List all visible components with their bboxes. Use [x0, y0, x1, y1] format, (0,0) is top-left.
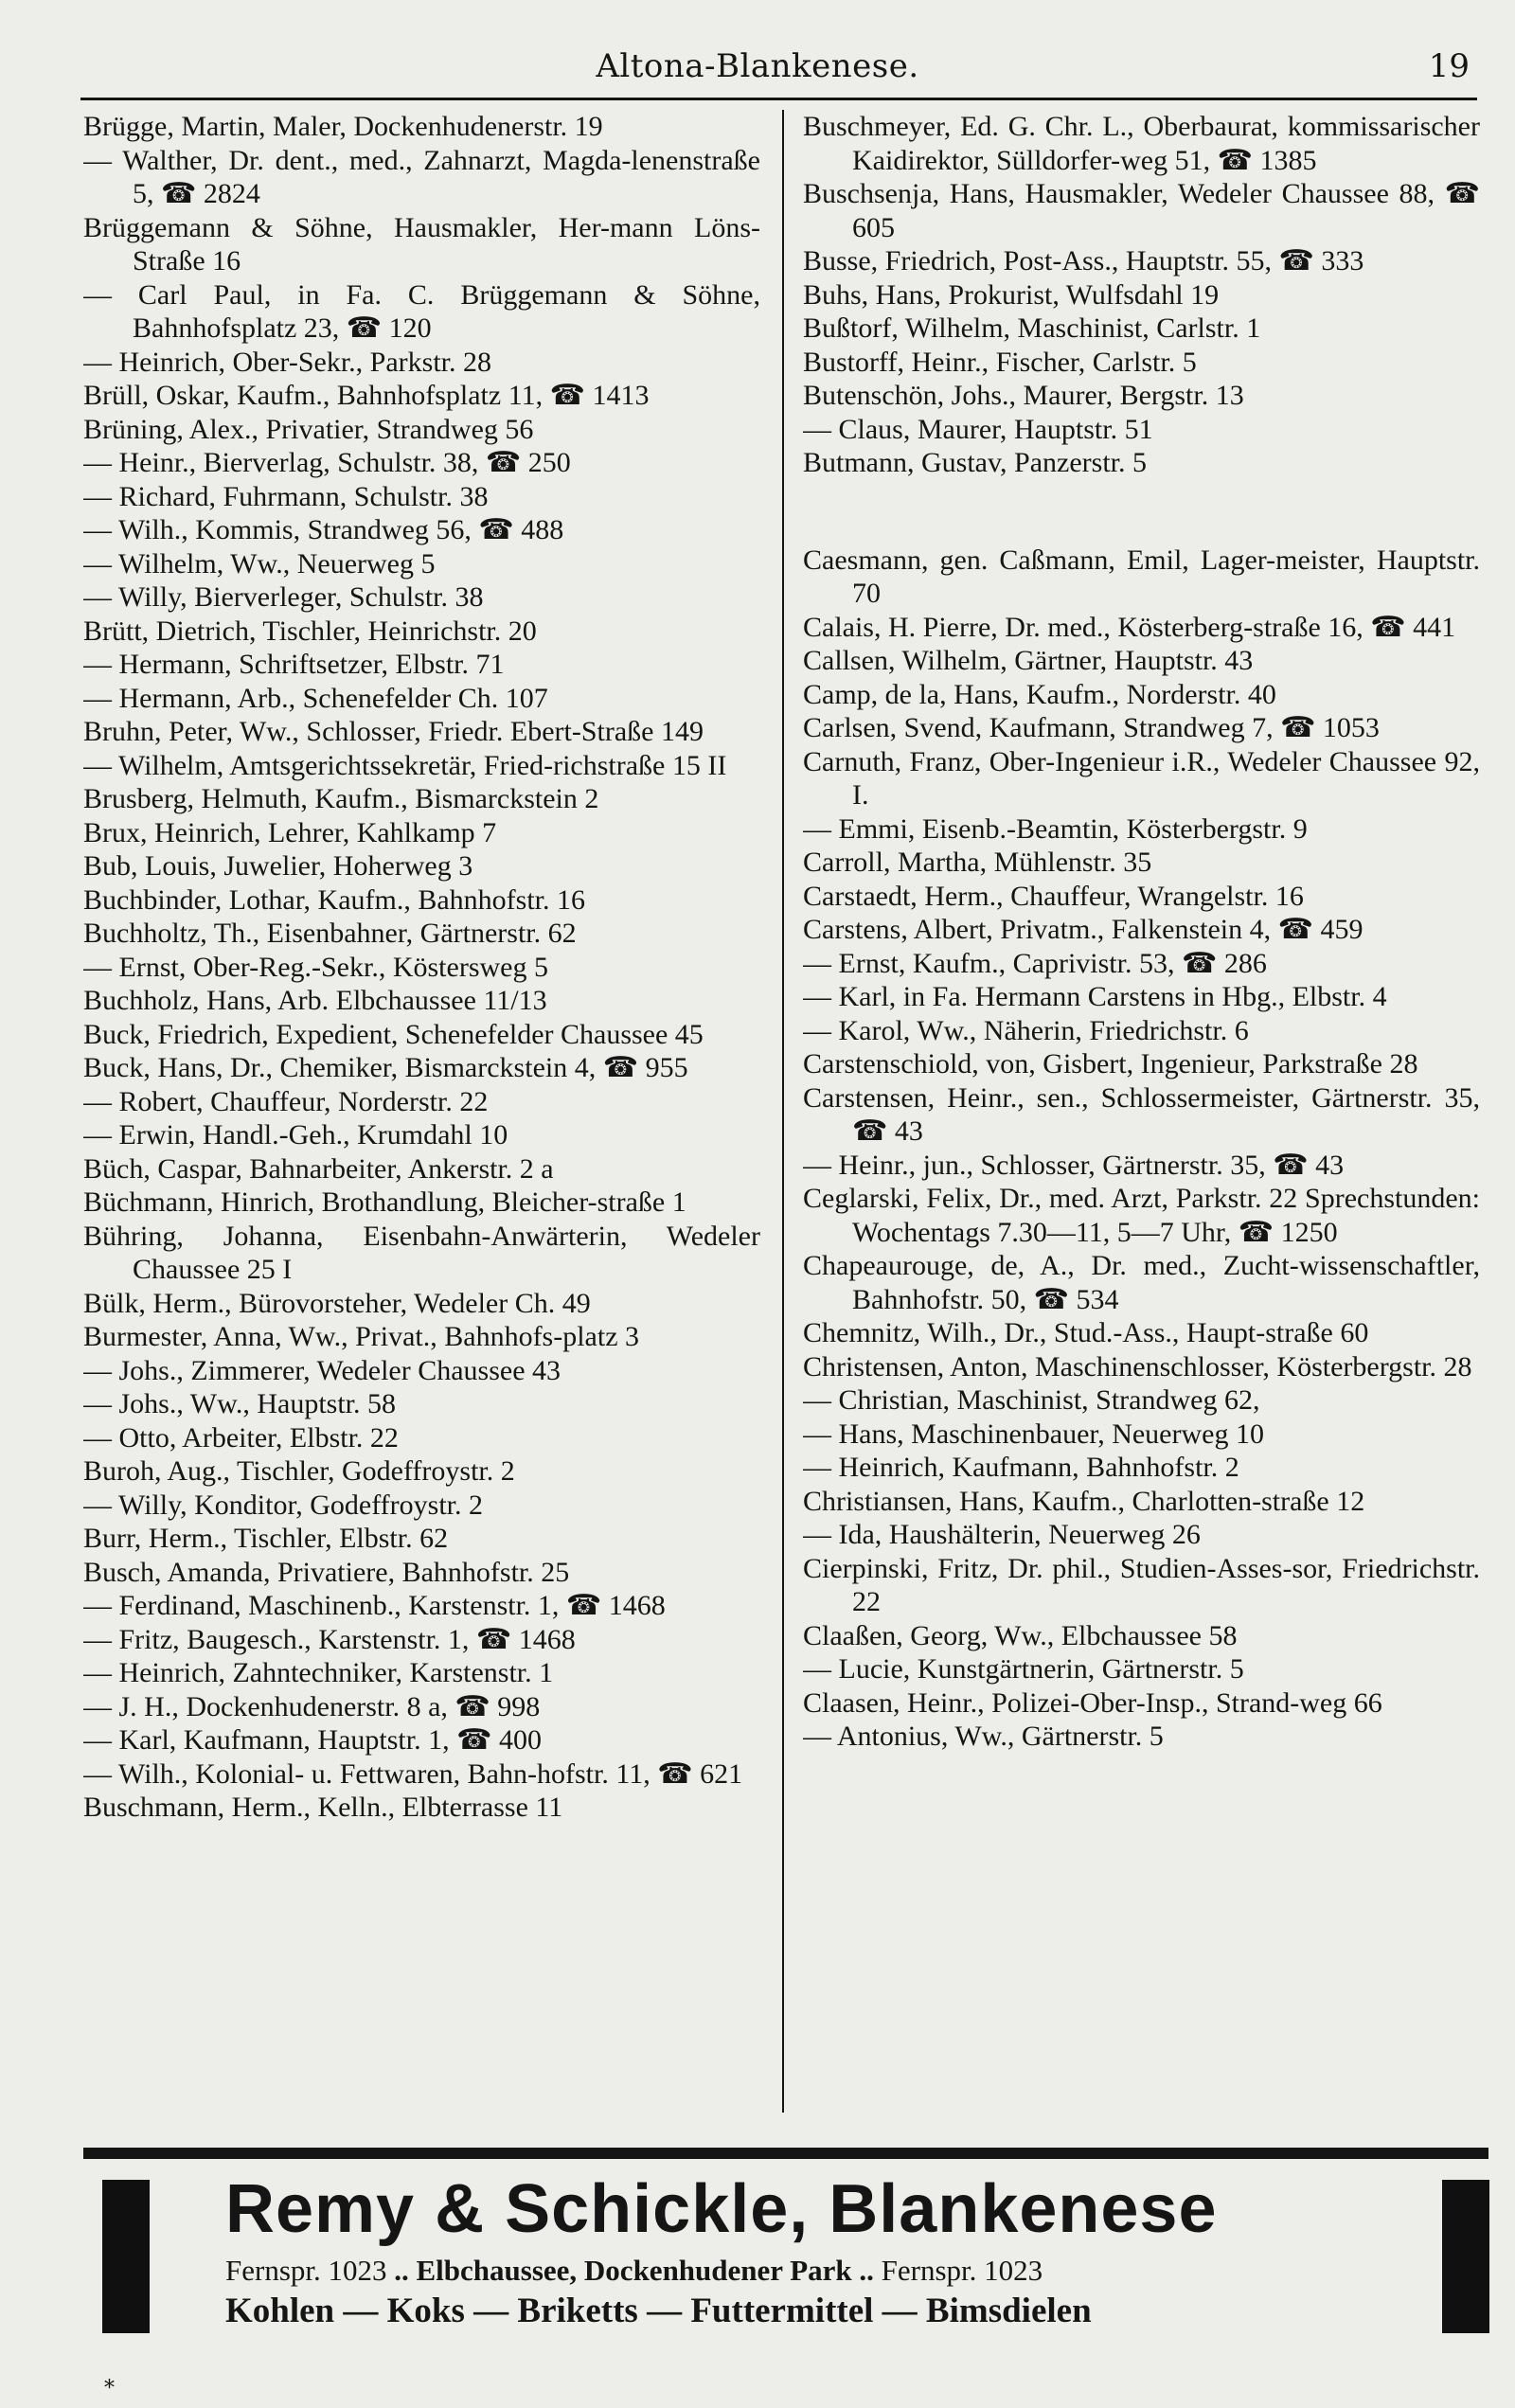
directory-entry: — Antonius, Ww., Gärtnerstr. 5: [803, 1721, 1164, 1752]
directory-entry: Carstensen, Heinr., sen., Schlossermeister, Gärtnerstr. 35, ☎ 43: [803, 1081, 1480, 1147]
directory-entry: — Otto, Arbeiter, Elbstr. 22: [83, 1421, 399, 1454]
directory-entry: Brüll, Oskar, Kaufm., Bahnhofsplatz 11, ☎ 1413: [83, 380, 650, 411]
ad-products: Kohlen — Koks — Briketts — Futtermittel — Bimsdielen: [225, 2292, 1092, 2330]
directory-entry: — Ernst, Kaufm., Caprivistr. 53, ☎ 286: [803, 947, 1267, 979]
page-number: 19: [1428, 47, 1470, 85]
directory-entry: Bühring, Johanna, Eisenbahn-Anwärterin, Wedeler Chaussee 25 I: [83, 1220, 760, 1285]
directory-entry: Buschsenja, Hans, Hausmakler, Wedeler Chaussee 88, ☎ 605: [803, 178, 1480, 243]
directory-entry: Carroll, Martha, Mühlenstr. 35: [803, 847, 1152, 878]
directory-entry: — Carl Paul, in Fa. C. Brüggemann & Söhne, Bahnhofsplatz 23, ☎ 120: [83, 278, 760, 344]
directory-entry: — Fritz, Baugesch., Karstenstr. 1, ☎ 1468: [83, 1623, 576, 1655]
ad-phone-right: Fernspr. 1023: [881, 2254, 1043, 2287]
ad-block-right: [1442, 2180, 1489, 2333]
ad-company-name: Remy & Schickle, Blankenese: [225, 2171, 1218, 2247]
directory-entry: — Claus, Maurer, Hauptstr. 51: [803, 413, 1153, 445]
directory-entry: Carstens, Albert, Privatm., Falkenstein 4, ☎ 459: [803, 914, 1364, 945]
directory-entry: — Wilhelm, Amtsgerichtssekretär, Fried-richstraße 15 II: [83, 749, 727, 781]
directory-entry: — Robert, Chauffeur, Norderstr. 22: [83, 1085, 489, 1117]
directory-entry: Ceglarski, Felix, Dr., med. Arzt, Parkstr. 22 Sprechstunden: Wochentags 7.30—11, 5—7 Uhr, ☎ 1250: [803, 1183, 1480, 1248]
directory-entry: — Karl, Kaufmann, Hauptstr. 1, ☎ 400: [83, 1724, 542, 1756]
directory-entry: — Erwin, Handl.-Geh., Krumdahl 10: [83, 1119, 508, 1150]
directory-entry: — Emmi, Eisenb.-Beamtin, Kösterbergstr. 9: [803, 812, 1308, 845]
section-gap: [803, 495, 1480, 528]
directory-entry: — Wilh., Kolonial- u. Fettwaren, Bahn-hofstr. 11, ☎ 621: [83, 1757, 743, 1790]
directory-entry: Bub, Louis, Juwelier, Hoherweg 3: [83, 850, 473, 882]
directory-entry: — J. H., Dockenhudenerstr. 8 a, ☎ 998: [83, 1690, 541, 1722]
directory-entry: Chemnitz, Wilh., Dr., Stud.-Ass., Haupt-straße 60: [803, 1317, 1369, 1348]
directory-entry: Buschmann, Herm., Kelln., Elbterrasse 11: [83, 1792, 563, 1823]
directory-entry: Bülk, Herm., Bürovorsteher, Wedeler Ch. 49: [83, 1287, 591, 1319]
directory-entry: Burr, Herm., Tischler, Elbstr. 62: [83, 1523, 449, 1554]
directory-entry: Chapeaurouge, de, A., Dr. med., Zucht-wissenschaftler, Bahnhofstr. 50, ☎ 534: [803, 1250, 1480, 1315]
directory-entry: — Lucie, Kunstgärtnerin, Gärtnerstr. 5: [803, 1653, 1244, 1685]
directory-entry: Butenschön, Johs., Maurer, Bergstr. 13: [803, 380, 1244, 411]
directory-entry: — Johs., Zimmerer, Wedeler Chaussee 43: [83, 1354, 561, 1386]
ad-phone-left: Fernspr. 1023: [225, 2254, 387, 2287]
ad-block-left: [102, 2180, 150, 2333]
left-column: [83, 110, 760, 2114]
directory-entry: — Hans, Maschinenbauer, Neuerweg 10: [803, 1418, 1264, 1450]
header-rule: [80, 98, 1477, 100]
directory-entry: — Hermann, Arb., Schenefelder Ch. 107: [83, 682, 548, 714]
directory-entry: Carstenschiold, von, Gisbert, Ingenieur, Parkstraße 28: [803, 1048, 1418, 1079]
directory-entry: Bruhn, Peter, Ww., Schlosser, Friedr. Ebert-Straße 149: [83, 716, 704, 747]
directory-entry: Butmann, Gustav, Panzerstr. 5: [803, 447, 1148, 478]
directory-entry: — Willy, Bierverleger, Schulstr. 38: [83, 581, 484, 613]
directory-entry: Buck, Friedrich, Expedient, Schenefelder Chaussee 45: [83, 1018, 704, 1050]
directory-entry: — Heinrich, Kaufmann, Bahnhofstr. 2: [803, 1452, 1239, 1483]
directory-entry: — Karl, in Fa. Hermann Carstens in Hbg., Elbstr. 4: [803, 981, 1387, 1012]
ad-contact-line: [225, 2252, 1362, 2290]
directory-entry: Buschmeyer, Ed. G. Chr. L., Oberbaurat, kommissarischer Kaidirektor, Sülldorfer-weg 51, ☎ 1385: [803, 111, 1480, 176]
directory-entry: Carnuth, Franz, Ober-Ingenieur i.R., Wedeler Chaussee 92, I.: [803, 745, 1480, 811]
page-header-title: Altona-Blankenese.: [596, 47, 919, 85]
directory-entry: Camp, de la, Hans, Kaufm., Norderstr. 40: [803, 678, 1276, 710]
directory-entry: — Ernst, Ober-Reg.-Sekr., Köstersweg 5: [83, 951, 548, 983]
directory-entry: Buhs, Hans, Prokurist, Wulfsdahl 19: [803, 278, 1220, 311]
directory-entry: — Hermann, Schriftsetzer, Elbstr. 71: [83, 649, 505, 680]
directory-entry: Claaßen, Georg, Ww., Elbchaussee 58: [803, 1619, 1238, 1651]
directory-entry: Buchholz, Hans, Arb. Elbchaussee 11/13: [83, 985, 547, 1016]
directory-entry: Brüggemann & Söhne, Hausmakler, Her-mann Löns-Straße 16: [83, 211, 760, 276]
directory-entry: Brusberg, Helmuth, Kaufm., Bismarckstein 2: [83, 783, 599, 814]
directory-entry: Calais, H. Pierre, Dr. med., Kösterberg-straße 16, ☎ 441: [803, 611, 1456, 643]
directory-entry: Büchmann, Hinrich, Brothandlung, Bleicher-straße 1: [83, 1186, 686, 1218]
directory-entry: Busse, Friedrich, Post-Ass., Hauptstr. 55, ☎ 333: [803, 245, 1364, 276]
ad-separator-right: ..: [859, 2254, 874, 2287]
directory-entry: — Wilhelm, Ww., Neuerweg 5: [83, 547, 436, 580]
directory-entry: — Karol, Ww., Näherin, Friedrichstr. 6: [803, 1014, 1249, 1046]
directory-entry: Bußtorf, Wilhelm, Maschinist, Carlstr. 1: [803, 312, 1261, 344]
column-divider: [782, 110, 784, 2113]
directory-entry: Brüning, Alex., Privatier, Strandweg 56: [83, 413, 534, 445]
directory-entry: Buroh, Aug., Tischler, Godeffroystr. 2: [83, 1455, 515, 1487]
directory-entry: — Walther, Dr. dent., med., Zahnarzt, Magda-lenenstraße 5, ☎ 2824: [83, 144, 760, 209]
directory-entry: Busch, Amanda, Privatiere, Bahnhofstr. 25: [83, 1556, 570, 1588]
directory-entry: Bustorff, Heinr., Fischer, Carlstr. 5: [803, 346, 1197, 378]
directory-entry: — Johs., Ww., Hauptstr. 58: [83, 1388, 396, 1419]
directory-entry: Brux, Heinrich, Lehrer, Kahlkamp 7: [83, 816, 497, 848]
advertisement-rule: [83, 2148, 1488, 2159]
directory-entry: Buchholtz, Th., Eisenbahner, Gärtnerstr. 62: [83, 918, 577, 949]
directory-entry: — Wilh., Kommis, Strandweg 56, ☎ 488: [83, 514, 564, 545]
advertisement: [102, 2168, 1489, 2337]
directory-entry: Claasen, Heinr., Polizei-Ober-Insp., Strand-weg 66: [803, 1686, 1382, 1719]
ad-separator-left: ..: [394, 2254, 409, 2287]
right-column: [803, 110, 1480, 2114]
directory-entry: Carlsen, Svend, Kaufmann, Strandweg 7, ☎ 1053: [803, 712, 1380, 743]
directory-entry: Caesmann, gen. Caßmann, Emil, Lager-meister, Hauptstr. 70: [803, 544, 1480, 609]
directory-entry: Carstaedt, Herm., Chauffeur, Wrangelstr. 16: [803, 880, 1304, 912]
directory-entry: — Richard, Fuhrmann, Schulstr. 38: [83, 480, 489, 512]
directory-entry: Brütt, Dietrich, Tischler, Heinrichstr. 20: [83, 615, 537, 647]
directory-entry: Christensen, Anton, Maschinenschlosser, Kösterbergstr. 28: [803, 1350, 1472, 1382]
directory-entry: — Ferdinand, Maschinenb., Karstenstr. 1, ☎ 1468: [83, 1590, 666, 1621]
directory-entry: Callsen, Wilhelm, Gärtner, Hauptstr. 43: [803, 645, 1254, 676]
directory-entry: Christiansen, Hans, Kaufm., Charlotten-straße 12: [803, 1485, 1365, 1517]
directory-entry: — Heinr., jun., Schlosser, Gärtnerstr. 35, ☎ 43: [803, 1149, 1345, 1181]
directory-entry: — Heinrich, Zahntechniker, Karstenstr. 1: [83, 1657, 554, 1688]
directory-entry: — Heinr., Bierverlag, Schulstr. 38, ☎ 250: [83, 447, 571, 478]
footnote-mark: *: [104, 2377, 115, 2400]
directory-entry: — Christian, Maschinist, Strandweg 62,: [803, 1384, 1260, 1416]
directory-entry: — Ida, Haushälterin, Neuerweg 26: [803, 1519, 1201, 1550]
directory-entry: Burmester, Anna, Ww., Privat., Bahnhofs-platz 3: [83, 1321, 640, 1352]
directory-entry: Buchbinder, Lothar, Kaufm., Bahnhofstr. 16: [83, 883, 585, 916]
directory-entry: Brügge, Martin, Maler, Dockenhudenerstr. 19: [83, 111, 603, 142]
directory-entry: — Willy, Konditor, Godeffroystr. 2: [83, 1489, 484, 1521]
ad-address: Elbchaussee, Dockenhudener Park: [416, 2254, 852, 2287]
directory-entry: — Heinrich, Ober-Sekr., Parkstr. 28: [83, 346, 491, 378]
directory-entry: Cierpinski, Fritz, Dr. phil., Studien-Asses-sor, Friedrichstr. 22: [803, 1552, 1480, 1617]
directory-entry: Buck, Hans, Dr., Chemiker, Bismarckstein 4, ☎ 955: [83, 1052, 688, 1083]
directory-entry: Büch, Caspar, Bahnarbeiter, Ankerstr. 2 a: [83, 1152, 554, 1185]
